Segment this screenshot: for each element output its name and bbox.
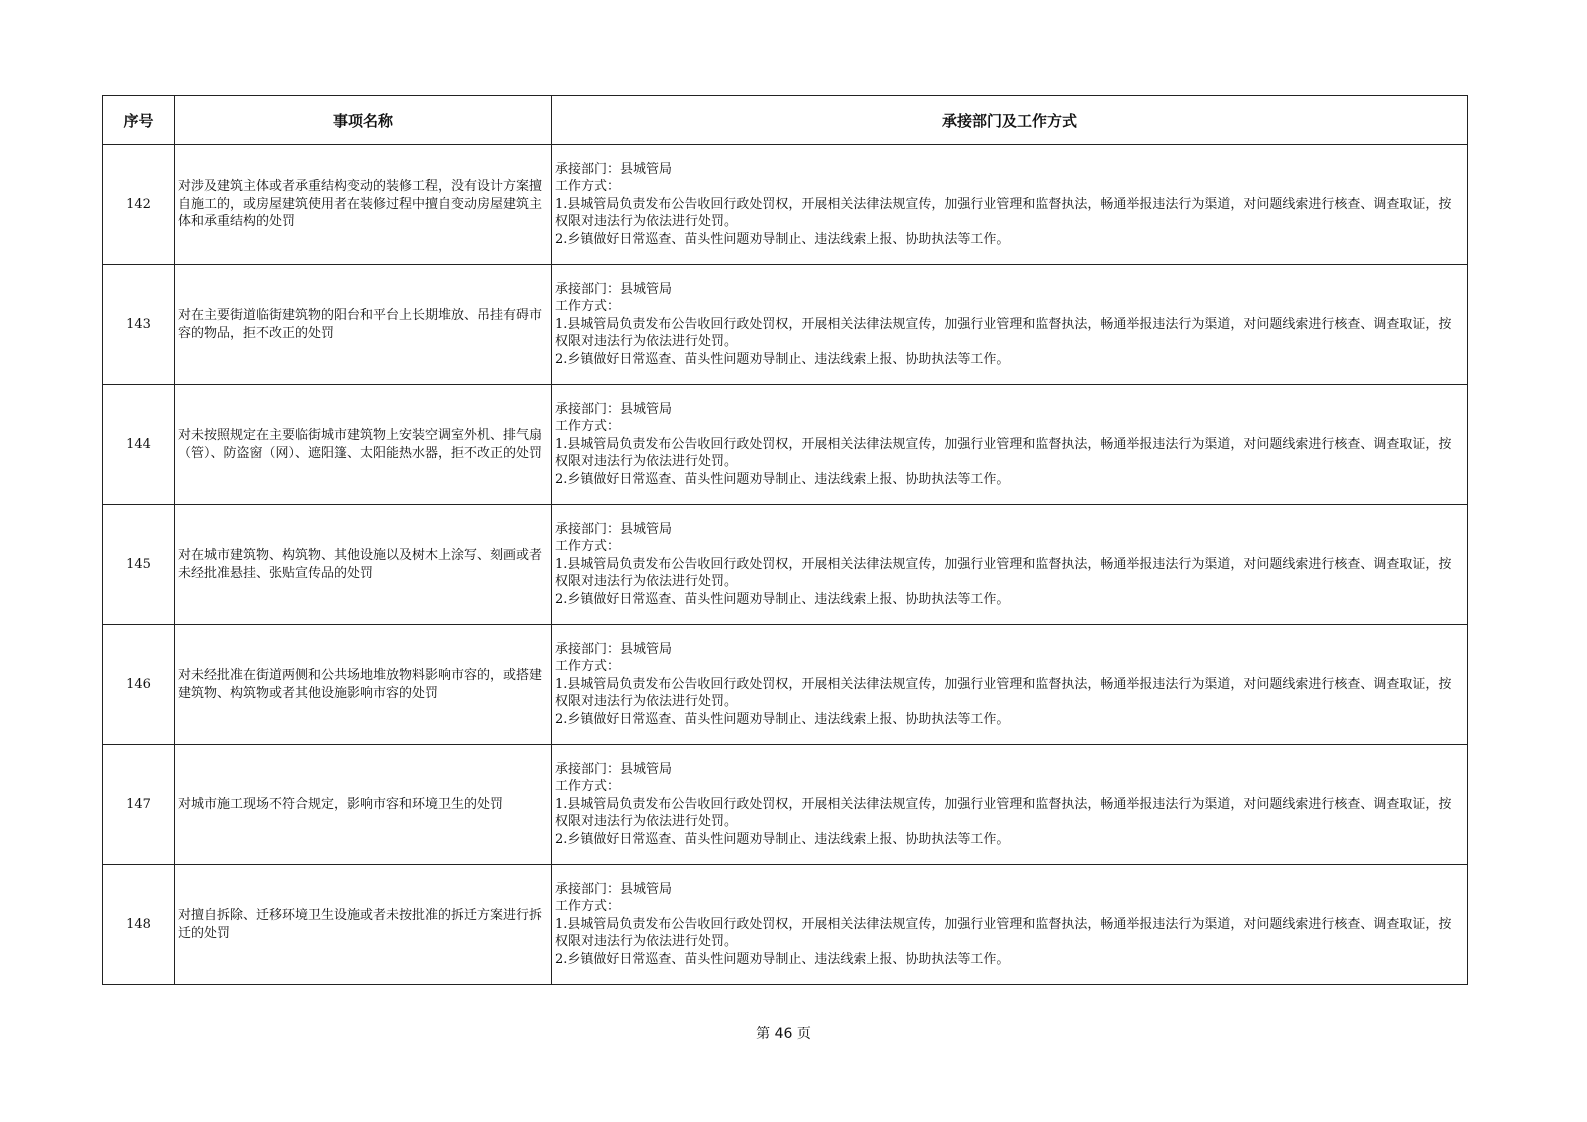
row-item-name: 对擅自拆除、迁移环境卫生设施或者未按批准的拆迁方案进行拆迁的处罚 [175, 865, 552, 985]
dept-line: 2.乡镇做好日常巡查、苗头性问题劝导制止、违法线索上报、协助执法等工作。 [555, 231, 1010, 247]
row-seq: 145 [103, 505, 175, 625]
dept-line: 工作方式： [555, 419, 621, 435]
dept-line: 承接部门：县城管局 [555, 881, 673, 897]
table-header-row [103, 96, 1468, 145]
row-seq: 144 [103, 385, 175, 505]
dept-line: 工作方式： [555, 299, 621, 315]
dept-line: 工作方式： [555, 659, 621, 675]
row-seq: 146 [103, 625, 175, 745]
row-item-name: 对涉及建筑主体或者承重结构变动的装修工程，没有设计方案擅自施工的，或房屋建筑使用者在装修过程中擅自变动房屋建筑主体和承重结构的处罚 [175, 145, 552, 265]
dept-line: 承接部门：县城管局 [555, 401, 673, 417]
row-item-name: 对在主要街道临街建筑物的阳台和平台上长期堆放、吊挂有碍市容的物品，拒不改正的处罚 [175, 265, 552, 385]
row-dept-method [552, 145, 1468, 265]
dept-line: 2.乡镇做好日常巡查、苗头性问题劝导制止、违法线索上报、协助执法等工作。 [555, 591, 1010, 607]
row-item-name: 对城市施工现场不符合规定，影响市容和环境卫生的处罚 [175, 745, 552, 865]
row-dept-method [552, 385, 1468, 505]
header-item-name: 事项名称 [175, 96, 552, 145]
dept-line: 承接部门：县城管局 [555, 521, 673, 537]
table-row [103, 265, 1468, 385]
dept-line: 2.乡镇做好日常巡查、苗头性问题劝导制止、违法线索上报、协助执法等工作。 [555, 831, 1010, 847]
table-row [103, 625, 1468, 745]
dept-line: 1.县城管局负责发布公告收回行政处罚权，开展相关法律法规宣传，加强行业管理和监督执法，畅通举报违法行为渠道，对问题线索进行核查、调查取证，按权限对违法行为依法进行处罚。 [555, 916, 1452, 950]
row-seq: 142 [103, 145, 175, 265]
row-dept-method [552, 505, 1468, 625]
table-row [103, 505, 1468, 625]
dept-line: 承接部门：县城管局 [555, 641, 673, 657]
header-dept-method: 承接部门及工作方式 [552, 96, 1468, 145]
row-dept-method [552, 745, 1468, 865]
dept-line: 2.乡镇做好日常巡查、苗头性问题劝导制止、违法线索上报、协助执法等工作。 [555, 951, 1010, 967]
row-dept-method [552, 865, 1468, 985]
dept-line: 工作方式： [555, 179, 621, 195]
row-item-name: 对在城市建筑物、构筑物、其他设施以及树木上涂写、刻画或者未经批准悬挂、张贴宣传品的处罚 [175, 505, 552, 625]
dept-line: 工作方式： [555, 899, 621, 915]
table-row [103, 145, 1468, 265]
row-item-name: 对未经批准在街道两侧和公共场地堆放物料影响市容的，或搭建建筑物、构筑物或者其他设施影响市容的处罚 [175, 625, 552, 745]
dept-line: 2.乡镇做好日常巡查、苗头性问题劝导制止、违法线索上报、协助执法等工作。 [555, 711, 1010, 727]
dept-line: 工作方式： [555, 539, 621, 555]
row-dept-method [552, 625, 1468, 745]
table-row [103, 385, 1468, 505]
items-table [102, 95, 1468, 985]
row-item-name: 对未按照规定在主要临街城市建筑物上安装空调室外机、排气扇（管）、防盗窗（网）、遮阳篷、太阳能热水器，拒不改正的处罚 [175, 385, 552, 505]
row-dept-method [552, 265, 1468, 385]
table-row [103, 865, 1468, 985]
dept-line: 2.乡镇做好日常巡查、苗头性问题劝导制止、违法线索上报、协助执法等工作。 [555, 351, 1010, 367]
dept-line: 承接部门：县城管局 [555, 281, 673, 297]
dept-line: 1.县城管局负责发布公告收回行政处罚权，开展相关法律法规宣传，加强行业管理和监督执法，畅通举报违法行为渠道，对问题线索进行核查、调查取证，按权限对违法行为依法进行处罚。 [555, 676, 1452, 710]
dept-line: 2.乡镇做好日常巡查、苗头性问题劝导制止、违法线索上报、协助执法等工作。 [555, 471, 1010, 487]
page-number: 第 46 页 [756, 1026, 811, 1042]
dept-line: 承接部门：县城管局 [555, 761, 673, 777]
dept-line: 1.县城管局负责发布公告收回行政处罚权，开展相关法律法规宣传，加强行业管理和监督执法，畅通举报违法行为渠道，对问题线索进行核查、调查取证，按权限对违法行为依法进行处罚。 [555, 316, 1452, 350]
dept-line: 1.县城管局负责发布公告收回行政处罚权，开展相关法律法规宣传，加强行业管理和监督执法，畅通举报违法行为渠道，对问题线索进行核查、调查取证，按权限对违法行为依法进行处罚。 [555, 796, 1452, 830]
header-seq: 序号 [103, 96, 175, 145]
row-seq: 143 [103, 265, 175, 385]
table-row [103, 745, 1468, 865]
dept-line: 1.县城管局负责发布公告收回行政处罚权，开展相关法律法规宣传，加强行业管理和监督执法，畅通举报违法行为渠道，对问题线索进行核查、调查取证，按权限对违法行为依法进行处罚。 [555, 436, 1452, 470]
row-seq: 148 [103, 865, 175, 985]
dept-line: 工作方式： [555, 779, 621, 795]
dept-line: 承接部门：县城管局 [555, 161, 673, 177]
row-seq: 147 [103, 745, 175, 865]
dept-line: 1.县城管局负责发布公告收回行政处罚权，开展相关法律法规宣传，加强行业管理和监督执法，畅通举报违法行为渠道，对问题线索进行核查、调查取证，按权限对违法行为依法进行处罚。 [555, 556, 1452, 590]
dept-line: 1.县城管局负责发布公告收回行政处罚权，开展相关法律法规宣传，加强行业管理和监督执法，畅通举报违法行为渠道，对问题线索进行核查、调查取证，按权限对违法行为依法进行处罚。 [555, 196, 1452, 230]
